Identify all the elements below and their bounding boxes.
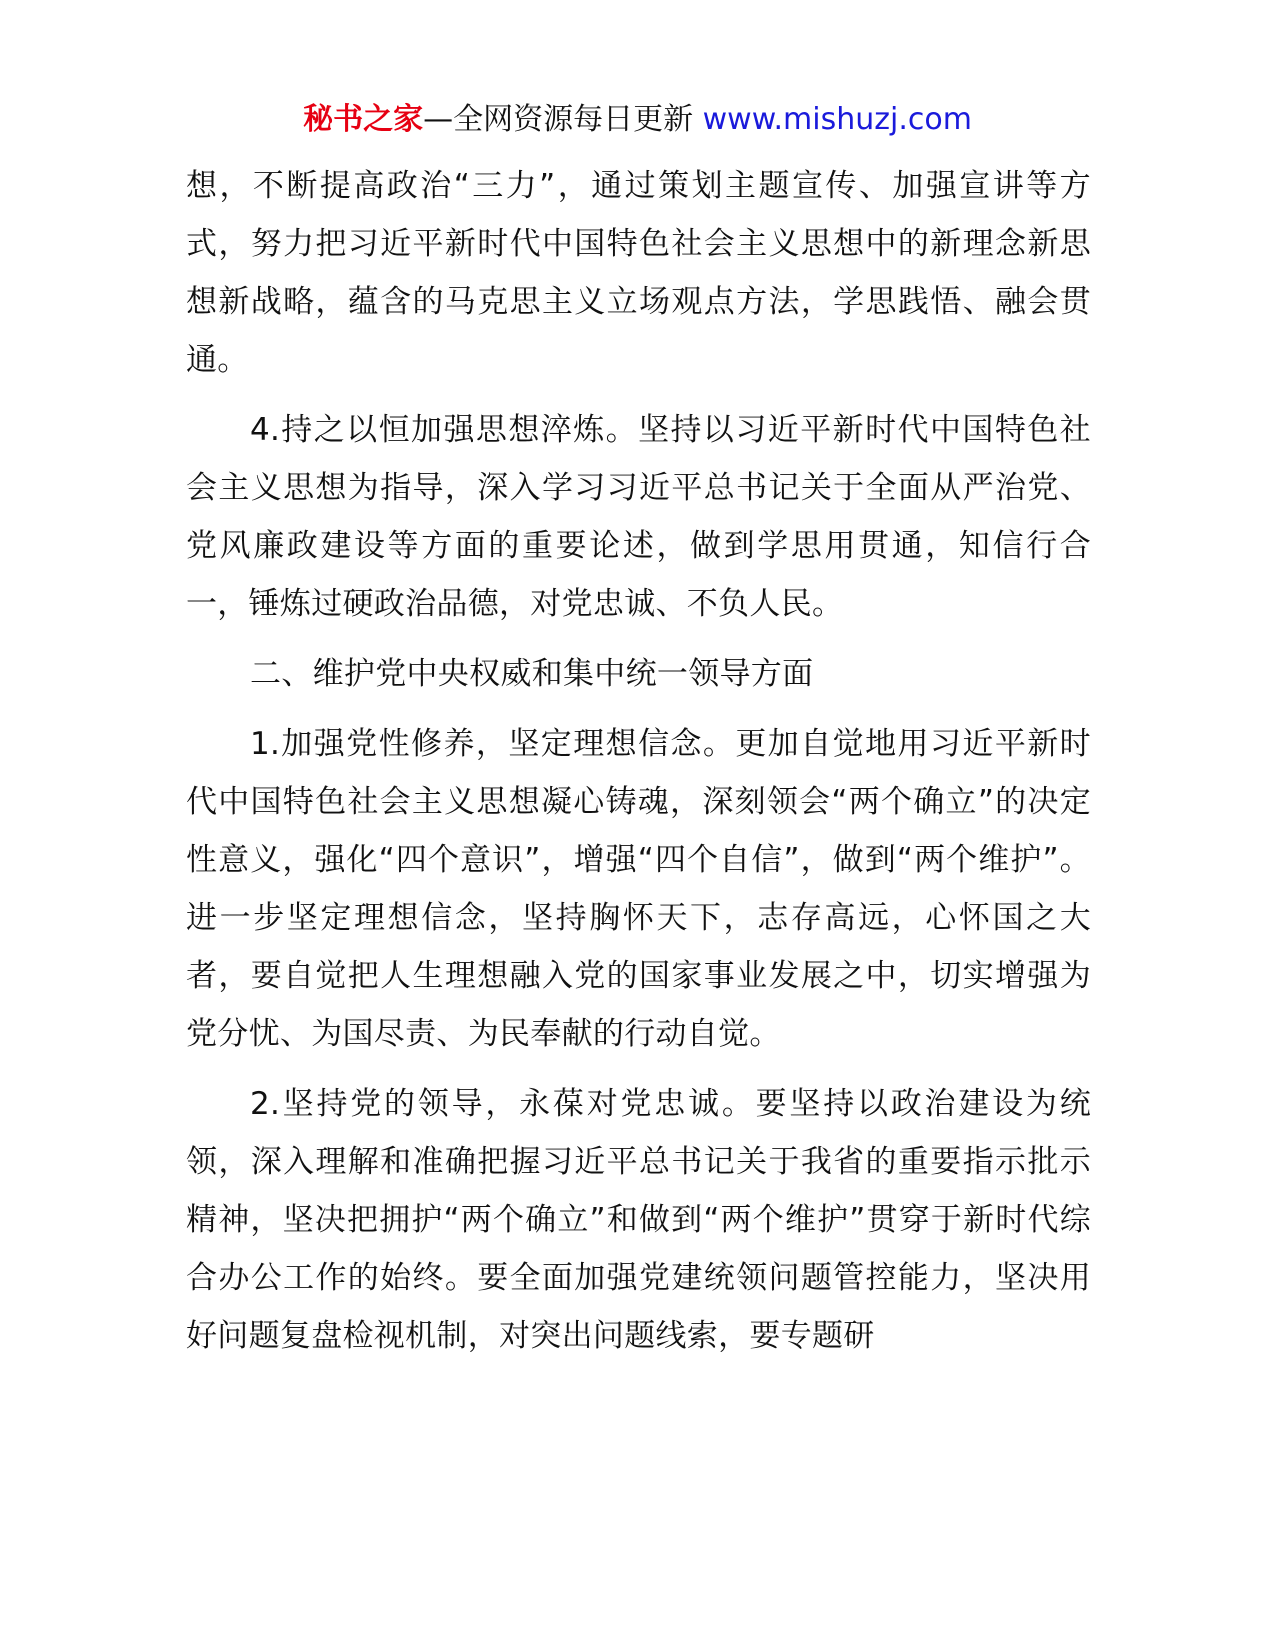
paragraph-item-4: 4.持之以恒加强思想淬炼。坚持以习近平新时代中国特色社会主义思想为指导，深入学习习近平总书记关于全面从严治党、党风廉政建设等方面的重要论述，做到学思用贯通，知信行合一，锤炼过硬政治品德，对党忠诚、不负人民。 <box>186 412 1091 622</box>
website-link[interactable]: www.mishuzj.com <box>702 102 972 137</box>
header-tagline: —全网资源每日更新 <box>423 102 694 137</box>
brand-name: 秘书之家 <box>303 102 424 137</box>
paragraph-continued: 想，不断提高政治“三力”，通过策划主题宣传、加强宣讲等方式，努力把习近平新时代中国特色社会主义思想中的新理念新思想新战略，蕴含的马克思主义立场观点方法，学思践悟、融会贯通。 <box>186 168 1091 378</box>
document-body <box>186 157 1091 1365</box>
paragraph-item-2: 2.坚持党的领导，永葆对党忠诚。要坚持以政治建设为统领，深入理解和准确把握习近平总书记关于我省的重要指示批示精神，坚决把拥护“两个确立”和做到“两个维护”贯穿于新时代综合办公工作的始终。要全面加强党建统领问题管控能力，坚决用好问题复盘检视机制，对突出问题线索，要专题研 <box>186 1086 1091 1354</box>
section-heading: 二、维护党中央权威和集中统一领导方面 <box>250 656 814 692</box>
page-header <box>0 100 1275 140</box>
paragraph-item-1: 1.加强党性修养，坚定理想信念。更加自觉地用习近平新时代中国特色社会主义思想凝心铸魂，深刻领会“两个确立”的决定性意义，强化“四个意识”，增强“四个自信”，做到“两个维护”。进一步坚定理想信念，坚持胸怀天下，志存高远，心怀国之大者，要自觉把人生理想融入党的国家事业发展之中，切实增强为党分忧、为国尽责、为民奉献的行动自觉。 <box>186 726 1091 1052</box>
